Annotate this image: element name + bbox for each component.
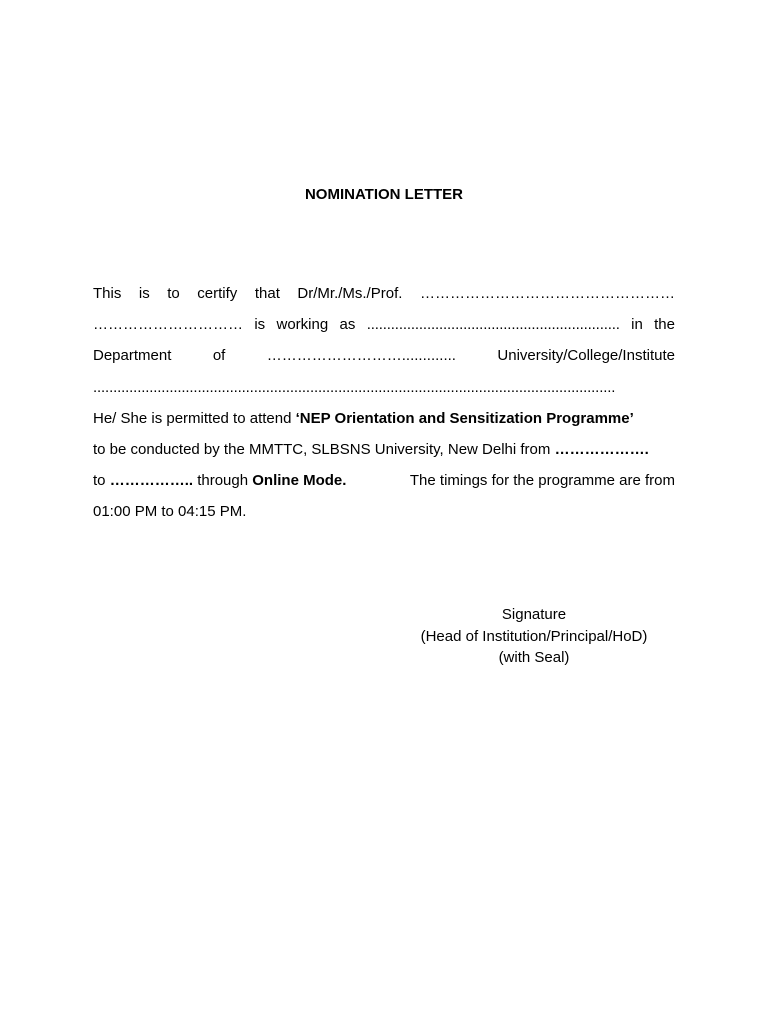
permission-text: He/ She is permitted to attend [93, 409, 296, 427]
word: working [276, 316, 329, 334]
to-date-blank: …………….. [109, 472, 194, 490]
word: This [93, 285, 122, 302]
word: to [167, 285, 180, 302]
word: Dr/Mr./Ms./Prof. [297, 285, 403, 302]
letter-title: NOMINATION LETTER [304, 186, 464, 203]
word: is [138, 285, 150, 302]
signature-block [390, 604, 678, 669]
signature-label: Signature [501, 606, 567, 623]
body-line-2 [93, 309, 675, 340]
word: in [631, 316, 643, 334]
body-line-7 [93, 465, 675, 496]
from-date-blank: ………………. [554, 440, 649, 458]
timings-value: 01:00 PM to 04:15 PM. [93, 503, 247, 521]
letter-body [93, 278, 675, 528]
institution-blank-line: .................................................................................................................................. [93, 378, 616, 396]
word: that [254, 285, 280, 302]
word: of [212, 347, 226, 365]
name-blank-continued: ………………………… [93, 316, 243, 334]
word: the [654, 316, 675, 334]
body-line-6 [93, 434, 675, 465]
body-line-3 [93, 340, 675, 371]
to-text: to [93, 472, 110, 490]
timings-text: The timings for the programme are from [406, 472, 675, 490]
name-blank: …………………………………………… [419, 285, 675, 302]
signature-role: (Head of Institution/Principal/HoD) [420, 627, 648, 645]
word: is [254, 316, 266, 334]
word: as [339, 316, 356, 334]
through-text: through [193, 472, 253, 490]
programme-name: ‘NEP Orientation and Sensitization Programme’ [295, 409, 634, 427]
mode-text: Online Mode. [252, 472, 347, 490]
designation-blank: ............................................................... [366, 316, 620, 334]
word: certify [197, 285, 238, 302]
signature-seal: (with Seal) [498, 649, 570, 666]
conducted-by-text: to be conducted by the MMTTC, SLBSNS University, New Delhi from [93, 440, 555, 458]
body-line-5 [93, 403, 675, 434]
word: Department [93, 347, 172, 365]
word: University/College/Institute [497, 347, 675, 365]
department-blank: ………………………............. [266, 347, 456, 365]
body-line-1 [93, 278, 675, 309]
